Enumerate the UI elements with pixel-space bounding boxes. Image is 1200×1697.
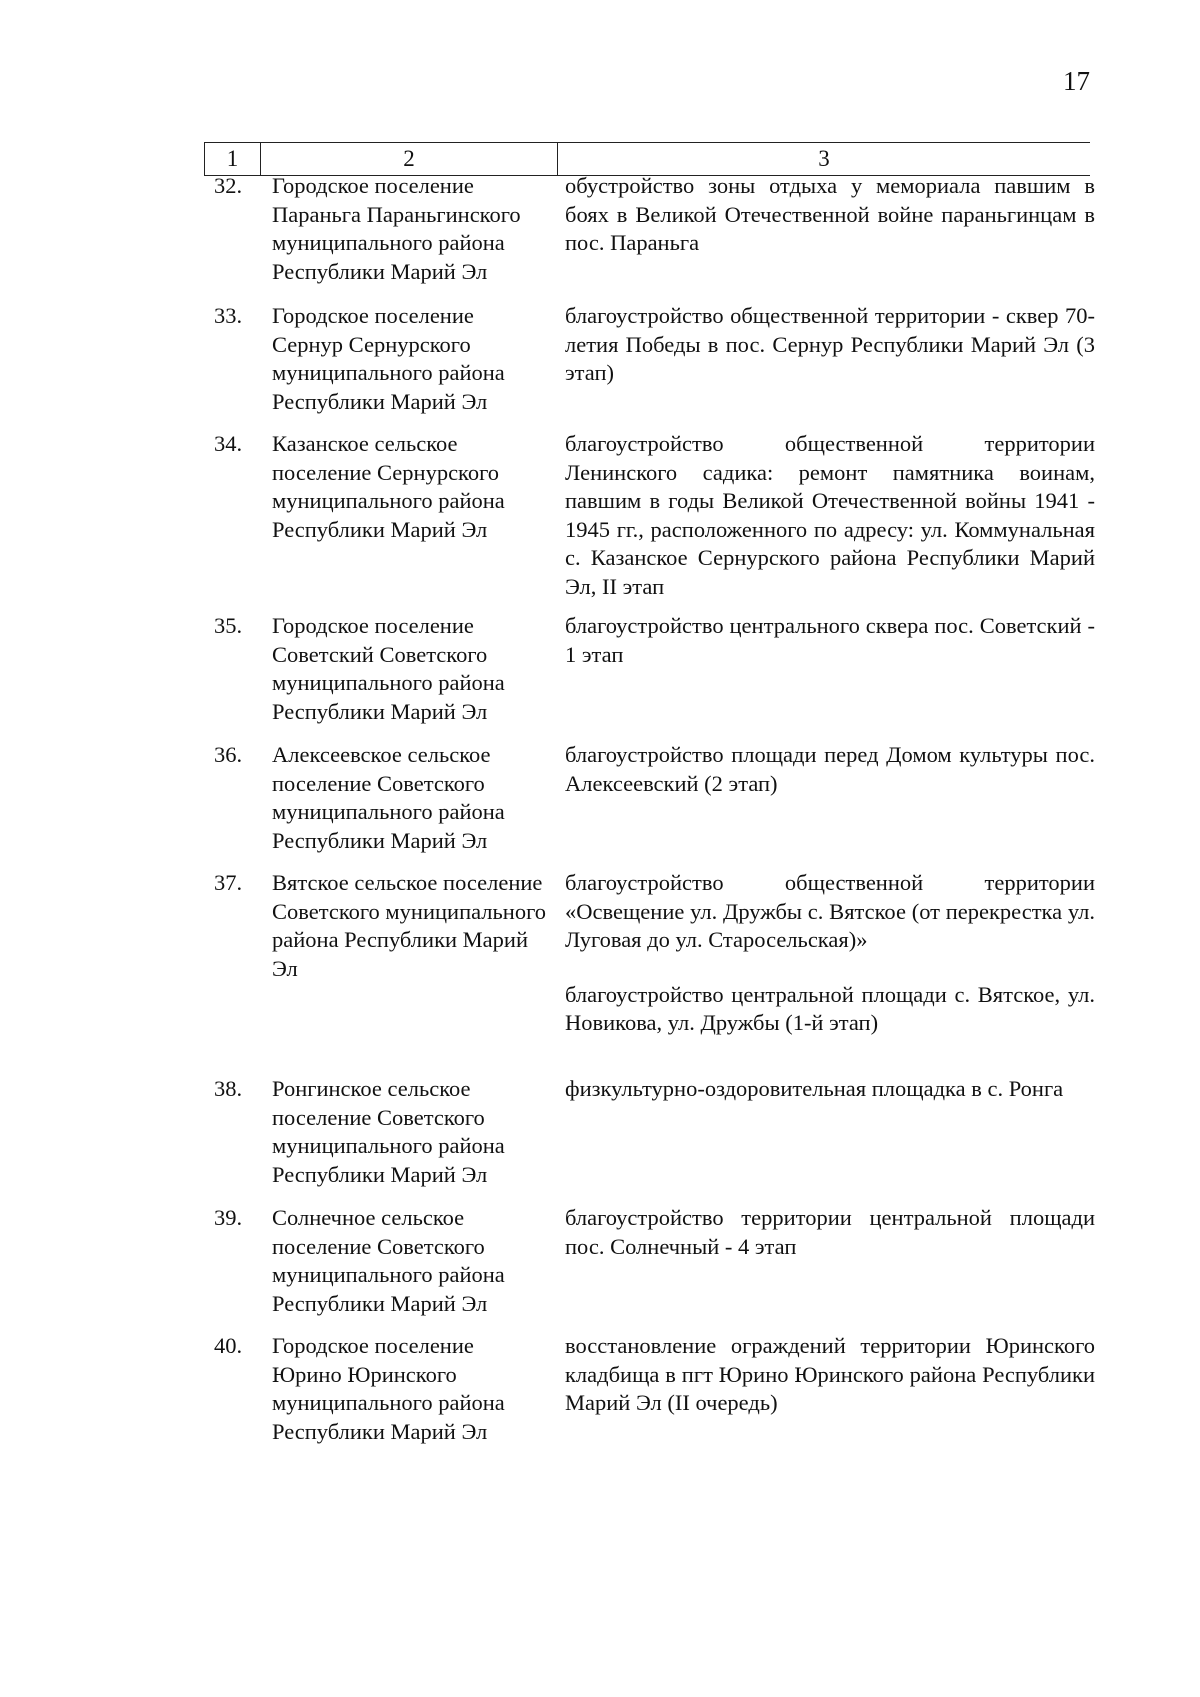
project-description: благоустройство площади перед Домом культуры пос. Алексеевский (2 этап): [565, 742, 1095, 796]
project-description: физкультурно-оздоровительная площадка в с. Ронга: [565, 1076, 1064, 1101]
project-description: обустройство зоны отдыха у мемориала павшим в боях в Великой Отечественной войне параньгинцам в пос. Параньга: [565, 173, 1095, 255]
municipality-name: Городское поселение Юрино Юринского муниципального района Республики Марий Эл: [272, 1333, 505, 1444]
page-number: 17: [1063, 66, 1090, 96]
project-description: благоустройство общественной территории «Освещение ул. Дружбы с. Вятское (от перекрестка ул. Луговая до ул. Старосельская)»: [565, 870, 1095, 952]
municipality-name: Городское поселение Советский Советского муниципального района Республики Марий Эл: [272, 613, 505, 724]
municipality-name: Вятское сельское поселение Советского муниципального района Республики Марий Эл: [272, 870, 546, 981]
project-list: [565, 869, 1095, 1064]
project-description: благоустройство общественной территории - сквер 70-летия Победы в пос. Сернур Республики Марий Эл (3 этап): [565, 303, 1095, 385]
column-header-2: 2: [260, 143, 557, 175]
project-description: благоустройство центральной площади с. Вятское, ул. Новикова, ул. Дружбы (1-й этап): [565, 981, 1095, 1035]
row-number: 38.: [214, 1076, 243, 1101]
project-list: [565, 612, 1095, 695]
project-list: [565, 172, 1095, 284]
project-list: [565, 1204, 1095, 1287]
row-number: 39.: [214, 1205, 243, 1230]
row-number: 32.: [214, 173, 243, 198]
row-number: 36.: [214, 742, 243, 767]
project-list: [565, 1075, 1095, 1130]
project-list: [565, 302, 1095, 414]
row-number: 35.: [214, 613, 243, 638]
row-number: 37.: [214, 870, 243, 895]
municipality-name: Городское поселение Параньга Параньгинского муниципального района Республики Марий Эл: [272, 173, 521, 284]
project-list: [565, 430, 1095, 627]
municipality-name: Казанское сельское поселение Сернурского муниципального района Республики Марий Эл: [272, 431, 505, 542]
row-number: 33.: [214, 303, 243, 328]
column-header-1: 1: [204, 143, 260, 175]
project-list: [565, 741, 1095, 824]
project-description: благоустройство центрального сквера пос. Советский - 1 этап: [565, 613, 1095, 667]
project-description: благоустройство территории центральной площади пос. Солнечный - 4 этап: [565, 1205, 1095, 1259]
column-header-3: 3: [557, 143, 1090, 175]
row-number: 40.: [214, 1333, 243, 1358]
municipality-name: Солнечное сельское поселение Советского муниципального района Республики Марий Эл: [272, 1205, 505, 1316]
project-description: благоустройство общественной территории Ленинского садика: ремонт памятника воинам, павшим в годы Великой Отечественной войны 1941 - 1945 гг., расположенного по адресу: ул. Коммунальная с. Казанское Сернурского района Республики Марий Эл, II этап: [565, 431, 1095, 599]
municipality-name: Городское поселение Сернур Сернурского муниципального района Республики Марий Эл: [272, 303, 505, 414]
row-number: 34.: [214, 431, 243, 456]
table-header: [204, 142, 1090, 176]
project-description: восстановление ограждений территории Юринского кладбища в пгт Юрино Юринского района Республики Марий Эл (II очередь): [565, 1333, 1095, 1415]
project-list: [565, 1332, 1095, 1444]
municipality-name: Алексеевское сельское поселение Советского муниципального района Республики Марий Эл: [272, 742, 505, 853]
municipality-name: Ронгинское сельское поселение Советского муниципального района Республики Марий Эл: [272, 1076, 505, 1187]
